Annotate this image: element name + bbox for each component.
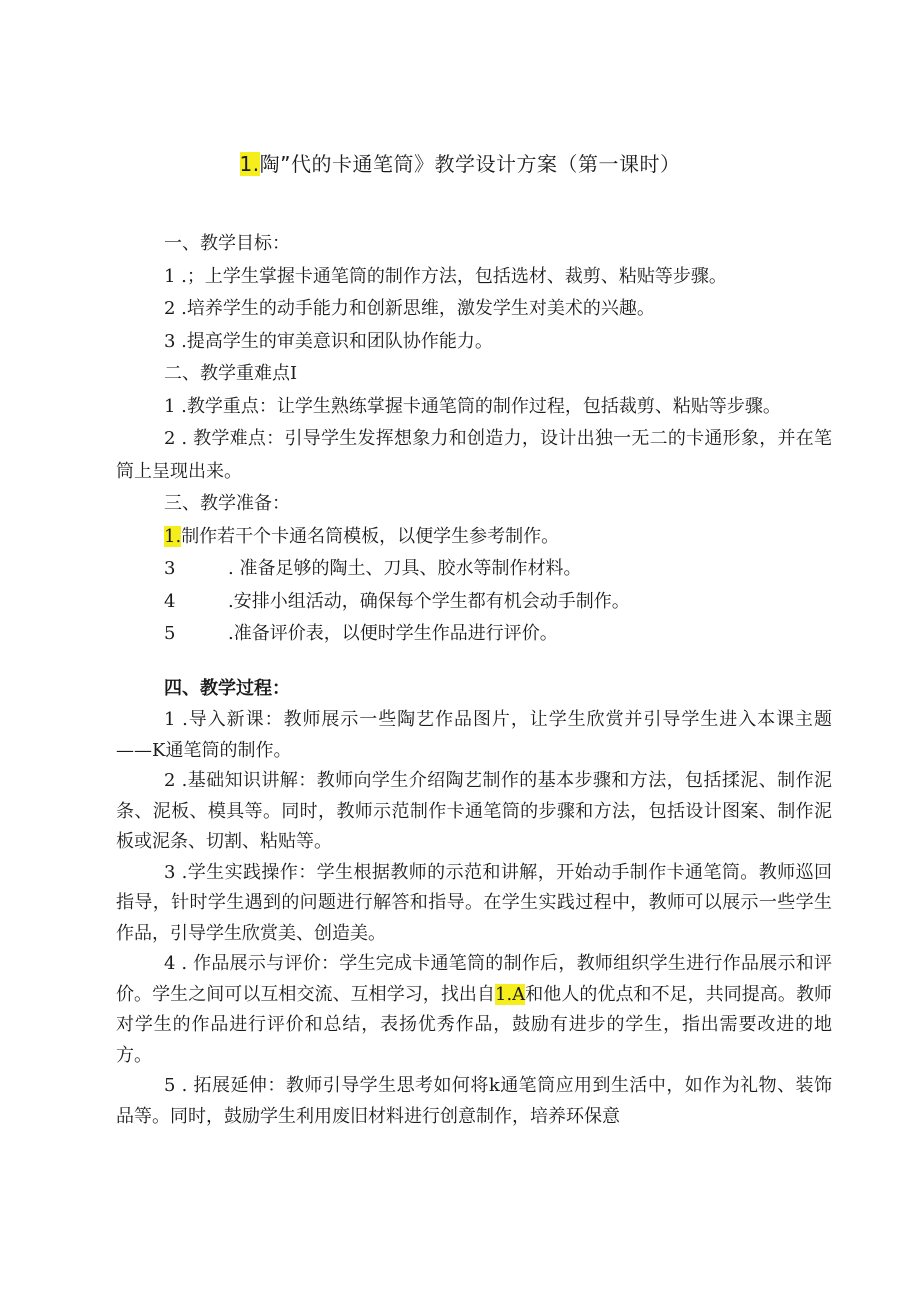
title-text: 陶”代的卡通笔筒》教学设计方案（第一课时） (259, 152, 681, 176)
process-step-4-highlight: 1.A (495, 983, 526, 1005)
document-title (0, 148, 920, 177)
process-step-1: 1 .导入新课：教师展示一些陶艺作品图片，让学生欣赏并引导学生进入本课主题——K通笔筒的制作。 (116, 709, 832, 761)
prep-item-4-text: .准备评价表，以便时学生作品进行评价。 (228, 623, 558, 644)
title-number-highlight: 1. (239, 152, 260, 176)
prep-item-4 (116, 618, 832, 651)
key-point-1: 1 .教学重点：让学生熟练掌握卡通笔筒的制作过程，包括裁剪、粘贴等步骤。 (164, 395, 781, 417)
process-step-4-part-a: 4 . 作品展示与评价：学生完成卡通笔筒的制作后，教师组织学生进行作品展示和评价。学生之间可以互相交流、互相学习，找出自 (116, 953, 832, 1005)
section-heading-process: 四、教学过程： (164, 677, 290, 699)
prep-item-4-number: 5 (164, 623, 176, 644)
prep-item-3-text: .安排小组活动，确保每个学生都有机会动手制作。 (228, 590, 630, 612)
document-body (116, 228, 832, 1132)
prep-item-2 (116, 553, 832, 586)
process-step-5: 5 . 拓展延伸：教师引导学生思考如何将k通笔筒应用到生活中，如作为礼物、装饰品等。同时，鼓励学生利用废旧材料进行创意制作，培养环保意 (116, 1075, 832, 1127)
prep-item-1-number-highlight: 1. (164, 525, 182, 547)
process-step-2: 2 .基础知识讲解：教师向学生介绍陶艺制作的基本步骤和方法，包括揉泥、制作泥条、泥板、模具等。同时，教师示范制作卡通笔筒的步骤和方法，包括设计图案、制作泥板或泥条、切割、粘贴等。 (116, 770, 832, 852)
goal-item-3: 3 .提高学生的审美意识和团队协作能力。 (164, 330, 493, 352)
process-step-3: 3 .学生实践操作：学生根据教师的示范和讲解，开始动手制作卡通笔筒。教师巡回指导，针时学生遇到的问题进行解答和指导。在学生实践过程中，教师可以展示一些学生作品，引导学生欣赏美、创造美。 (116, 861, 832, 944)
section-gap (116, 651, 832, 673)
process-step-4 (116, 949, 832, 1071)
goal-item-2: 2 .培养学生的动手能力和创新思维，激发学生对美术的兴趣。 (164, 298, 655, 319)
prep-item-1 (116, 521, 832, 554)
process-step-4-part-b: 和他人的优点和不足，共同提高。教师对学生的作品进行评价和总结，表扬优秀作品，鼓励有进步的学生，指出需要改进的地方。 (116, 983, 832, 1066)
prep-item-1-text: 制作若干个卡通名筒模板，以便学生参考制作。 (181, 525, 560, 547)
key-point-2: 2 . 教学难点：引导学生发挥想象力和创造力，设计出独一无二的卡通形象，并在笔筒上呈现出来。 (116, 428, 832, 482)
prep-item-3-number: 4 (164, 590, 176, 612)
section-heading-key-points: 二、教学重难点I (164, 363, 298, 384)
prep-item-2-number: 3 (164, 558, 176, 579)
prep-item-3 (116, 586, 832, 619)
section-heading-goals: 一、教学目标： (164, 233, 290, 254)
section-heading-preparation: 三、教学准备： (164, 493, 290, 514)
prep-item-2-text: . 准备足够的陶土、刀具、胶水等制作材料。 (228, 558, 582, 579)
goal-item-1: 1 .；上学生掌握卡通笔筒的制作方法，包括选材、裁剪、粘贴等步骤。 (164, 265, 727, 287)
